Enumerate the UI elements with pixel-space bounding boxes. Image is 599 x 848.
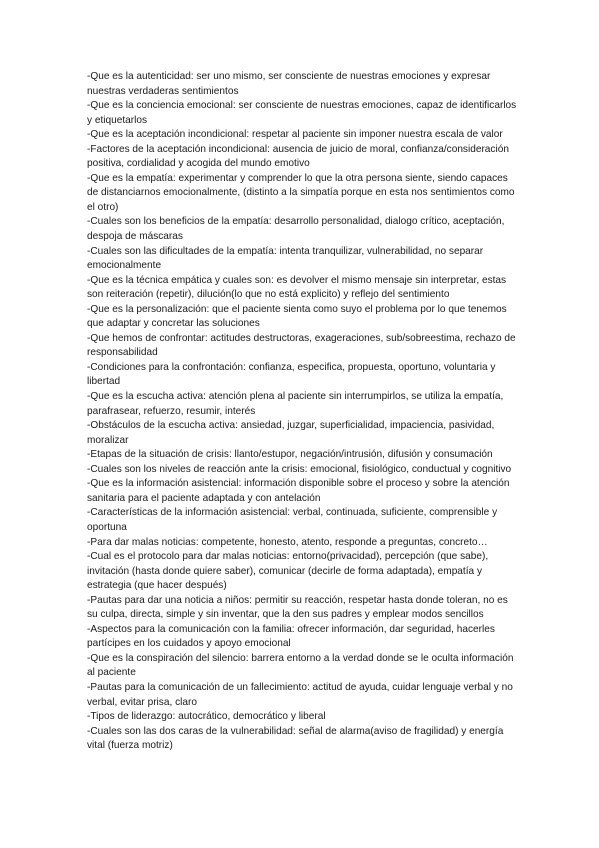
entry-conspiracion-silencio: -Que es la conspiración del silencio: barrera entorno a la verdad donde se le oculta información al paciente (87, 652, 514, 679)
entry-comunicacion-familia: -Aspectos para la comunicación con la familia: ofrecer información, dar seguridad, hacerles partícipes en los cuidados y apoyo emocional (87, 623, 495, 650)
entry-condiciones-confrontacion: -Condiciones para la confrontación: confianza, especifica, propuesta, oportuno, voluntaria y libertad (87, 361, 496, 388)
entry-informacion-asistencial: -Que es la información asistencial: información disponible sobre el proceso y sobre la atención sanitaria para el paciente adaptada y con antelación (87, 478, 510, 504)
entry-escucha-activa: -Que es la escucha activa: atención plena al paciente sin interrumpirlos, se utiliza la empatía, parafrasear, refuerzo, resumir, interés (87, 391, 504, 417)
entry-beneficios-empatia: -Cuales son los beneficios de la empatía: desarrollo personalidad, dialogo crítico, aceptación, despoja de máscaras (87, 216, 505, 243)
document-page (87, 70, 519, 754)
entry-vulnerabilidad: -Cuales son las dos caras de la vulnerabilidad: señal de alarma(aviso de fragilidad) y energía vital (fuerza motriz) (87, 725, 504, 752)
entry-tecnica-empatica: -Que es la técnica empática y cuales son: es devolver el mismo mensaje sin interpretar, estas son reiteración (repetir), dilución(lo que no está explicito) y reflejo del sentimiento (87, 274, 507, 301)
entry-dificultades-empatia: -Cuales son las dificultades de la empatía: intenta tranquilizar, vulnerabilidad, no separar emocionalmente (87, 245, 484, 272)
entry-fallecimiento: -Pautas para la comunicación de un fallecimiento: actitud de ayuda, cuidar lenguaje verbal y no verbal, evitar prisa, claro (87, 681, 513, 708)
entry-conciencia-emocional: -Que es la conciencia emocional: ser consciente de nuestras emociones, capaz de identificarlos y etiquetarlos (87, 100, 517, 126)
entry-obstaculos-escucha: -Obstáculos de la escucha activa: ansiedad, juzgar, superficialidad, impaciencia, pasividad, moralizar (87, 420, 495, 446)
entry-protocolo-malas-noticias: -Cual es el protocolo para dar malas noticias: entorno(privacidad), percepción (que sabe), invitación (hasta donde quiere saber), comunicar (decirle de forma adaptada), empatía y estrategia (que hacer después) (87, 551, 489, 592)
entry-niveles-reaccion: -Cuales son los niveles de reacción ante la crisis: emocional, fisiológico, conductual y cognitivo (87, 463, 512, 475)
entry-autenticidad: -Que es la autenticidad: ser uno mismo, ser consciente de nuestras emociones y expresar nuestras verdaderas sentimientos (87, 71, 491, 97)
entry-aceptacion-incondicional: -Que es la aceptación incondicional: respetar al paciente sin imponer nuestra escala de valor (87, 129, 503, 141)
entry-factores-aceptacion: -Factores de la aceptación incondicional: ausencia de juicio de moral, confianza/consideración positiva, cordialidad y acogida del mundo emotivo (87, 143, 509, 170)
entry-liderazgo: -Tipos de liderazgo: autocrático, democrático y liberal (87, 711, 326, 723)
entry-caracteristicas-informacion: -Características de la información asistencial: verbal, continuada, suficiente, comprensible y oportuna (87, 507, 498, 533)
entry-noticia-ninos: -Pautas para dar una noticia a niños: permitir su reacción, respetar hasta donde toleran, no es su culpa, directa, simple y sin inventar, que la den sus padres y emplear modos sencillos (87, 594, 508, 621)
entry-confrontar: -Que hemos de confrontar: actitudes destructoras, exageraciones, sub/sobreestima, rechazo de responsabilidad (87, 332, 516, 359)
entry-etapas-crisis: -Etapas de la situación de crisis: llanto/estupor, negación/intrusión, difusión y consumación (87, 449, 493, 461)
entry-empatia: -Que es la empatía: experimentar y comprender lo que la otra persona siente, siendo capaces de distanciarnos emocionalmente, (distinto a la simpatía porque en esta nos sentimientos como el otro) (87, 172, 515, 213)
entry-malas-noticias: -Para dar malas noticias: competente, honesto, atento, responde a preguntas, concreto… (87, 536, 488, 548)
entry-personalizacion: -Que es la personalización: que el paciente sienta como suyo el problema por lo que tenemos que adaptar y concretar las soluciones (87, 303, 507, 330)
